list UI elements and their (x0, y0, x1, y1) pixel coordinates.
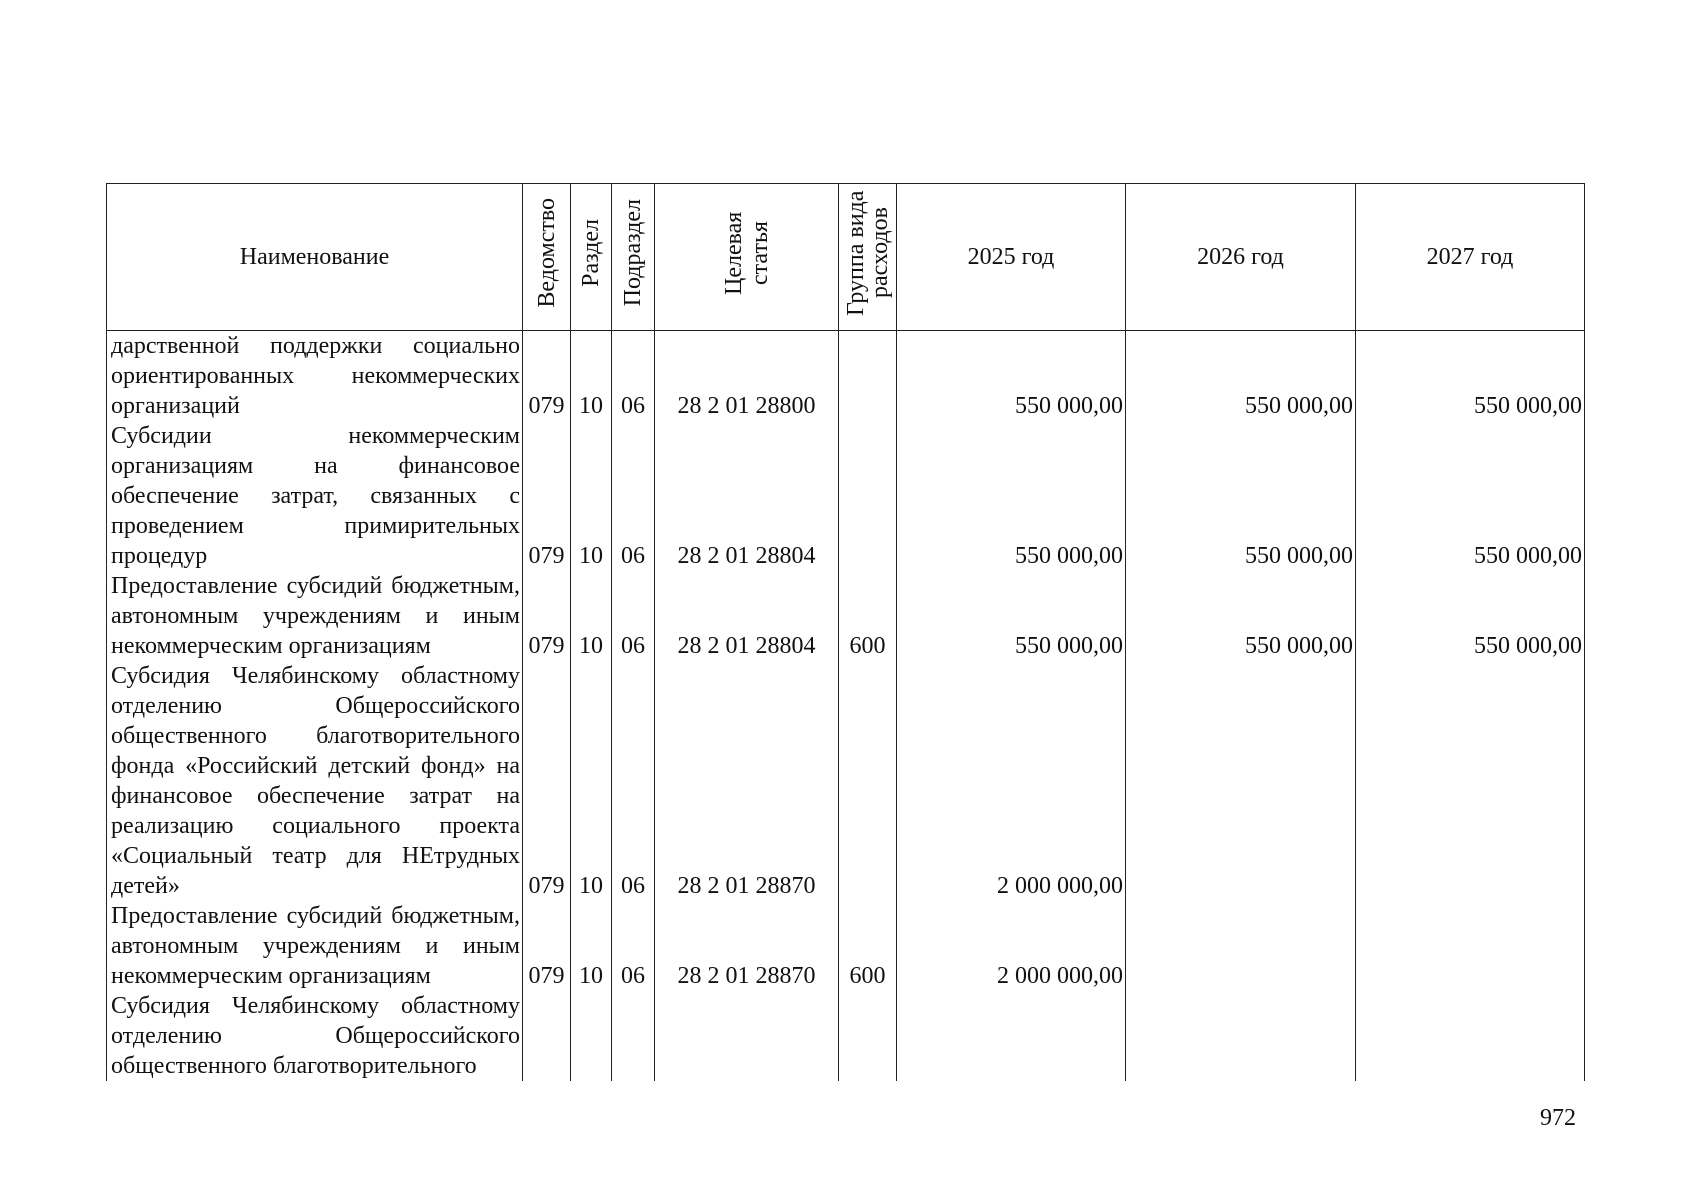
row-subsection (612, 991, 655, 1081)
row-2025: 550 000,00 (897, 421, 1126, 571)
row-group (839, 661, 897, 901)
table-row (107, 331, 1585, 422)
header-2025: 2025 год (897, 184, 1126, 331)
table-row (107, 901, 1585, 991)
row-name: Предоставление субсидий бюджетным, автономным учреждениям и иным некоммерческим организациям (107, 571, 523, 661)
header-section: Раздел (571, 184, 612, 331)
row-dept: 079 (523, 331, 571, 422)
row-group: 600 (839, 901, 897, 991)
row-2026 (1126, 661, 1356, 901)
row-section: 10 (571, 331, 612, 422)
header-expense-group: Группа вида расходов (839, 184, 897, 331)
row-section: 10 (571, 571, 612, 661)
header-2027: 2027 год (1356, 184, 1585, 331)
row-2027 (1356, 661, 1585, 901)
row-group (839, 991, 897, 1081)
header-2026: 2026 год (1126, 184, 1356, 331)
row-group (839, 331, 897, 422)
row-subsection: 06 (612, 331, 655, 422)
row-2027: 550 000,00 (1356, 421, 1585, 571)
row-2025: 550 000,00 (897, 571, 1126, 661)
table-row (107, 661, 1585, 901)
header-row (107, 184, 1585, 331)
row-name: дарственной поддержки социально ориентированных некоммерческих организаций (107, 331, 523, 422)
row-target: 28 2 01 28870 (655, 661, 839, 901)
row-2025: 2 000 000,00 (897, 901, 1126, 991)
row-2026: 550 000,00 (1126, 421, 1356, 571)
row-group (839, 421, 897, 571)
row-2026 (1126, 991, 1356, 1081)
row-2026 (1126, 901, 1356, 991)
row-section: 10 (571, 661, 612, 901)
row-target (655, 991, 839, 1081)
row-2027: 550 000,00 (1356, 331, 1585, 422)
row-name: Субсидия Челябинскому областному отделению Общероссийского общественного благотворительного фонда «Российский детский фонд» на финансовое обеспечение затрат на реализацию социального проекта «Социальный театр для НЕтрудных детей» (107, 661, 523, 901)
row-subsection: 06 (612, 421, 655, 571)
row-2025: 2 000 000,00 (897, 661, 1126, 901)
table-row (107, 991, 1585, 1081)
row-subsection: 06 (612, 901, 655, 991)
row-target: 28 2 01 28800 (655, 331, 839, 422)
row-dept: 079 (523, 421, 571, 571)
table-row (107, 421, 1585, 571)
row-subsection: 06 (612, 571, 655, 661)
row-target: 28 2 01 28804 (655, 421, 839, 571)
row-subsection: 06 (612, 661, 655, 901)
table-row (107, 571, 1585, 661)
row-target: 28 2 01 28870 (655, 901, 839, 991)
row-2026: 550 000,00 (1126, 571, 1356, 661)
header-subsection: Подраздел (612, 184, 655, 331)
row-2027: 550 000,00 (1356, 571, 1585, 661)
row-dept: 079 (523, 901, 571, 991)
row-2027 (1356, 991, 1585, 1081)
row-2027 (1356, 901, 1585, 991)
row-name: Субсидия Челябинскому областному отделению Общероссийского общественного благотворительного (107, 991, 523, 1081)
row-section: 10 (571, 421, 612, 571)
row-dept: 079 (523, 571, 571, 661)
row-2025 (897, 991, 1126, 1081)
row-dept (523, 991, 571, 1081)
row-target: 28 2 01 28804 (655, 571, 839, 661)
header-dept: Ведомство (523, 184, 571, 331)
row-dept: 079 (523, 661, 571, 901)
row-2026: 550 000,00 (1126, 331, 1356, 422)
row-section (571, 991, 612, 1081)
header-target: Целевая статья (655, 184, 839, 331)
row-name: Предоставление субсидий бюджетным, автономным учреждениям и иным некоммерческим организациям (107, 901, 523, 991)
row-2025: 550 000,00 (897, 331, 1126, 422)
row-group: 600 (839, 571, 897, 661)
row-section: 10 (571, 901, 612, 991)
page-number: 972 (1540, 1105, 1576, 1131)
row-name: Субсидии некоммерческим организациям на финансовое обеспечение затрат, связанных с проведением примирительных процедур (107, 421, 523, 571)
header-name: Наименование (107, 184, 523, 331)
budget-table (106, 183, 1585, 1081)
